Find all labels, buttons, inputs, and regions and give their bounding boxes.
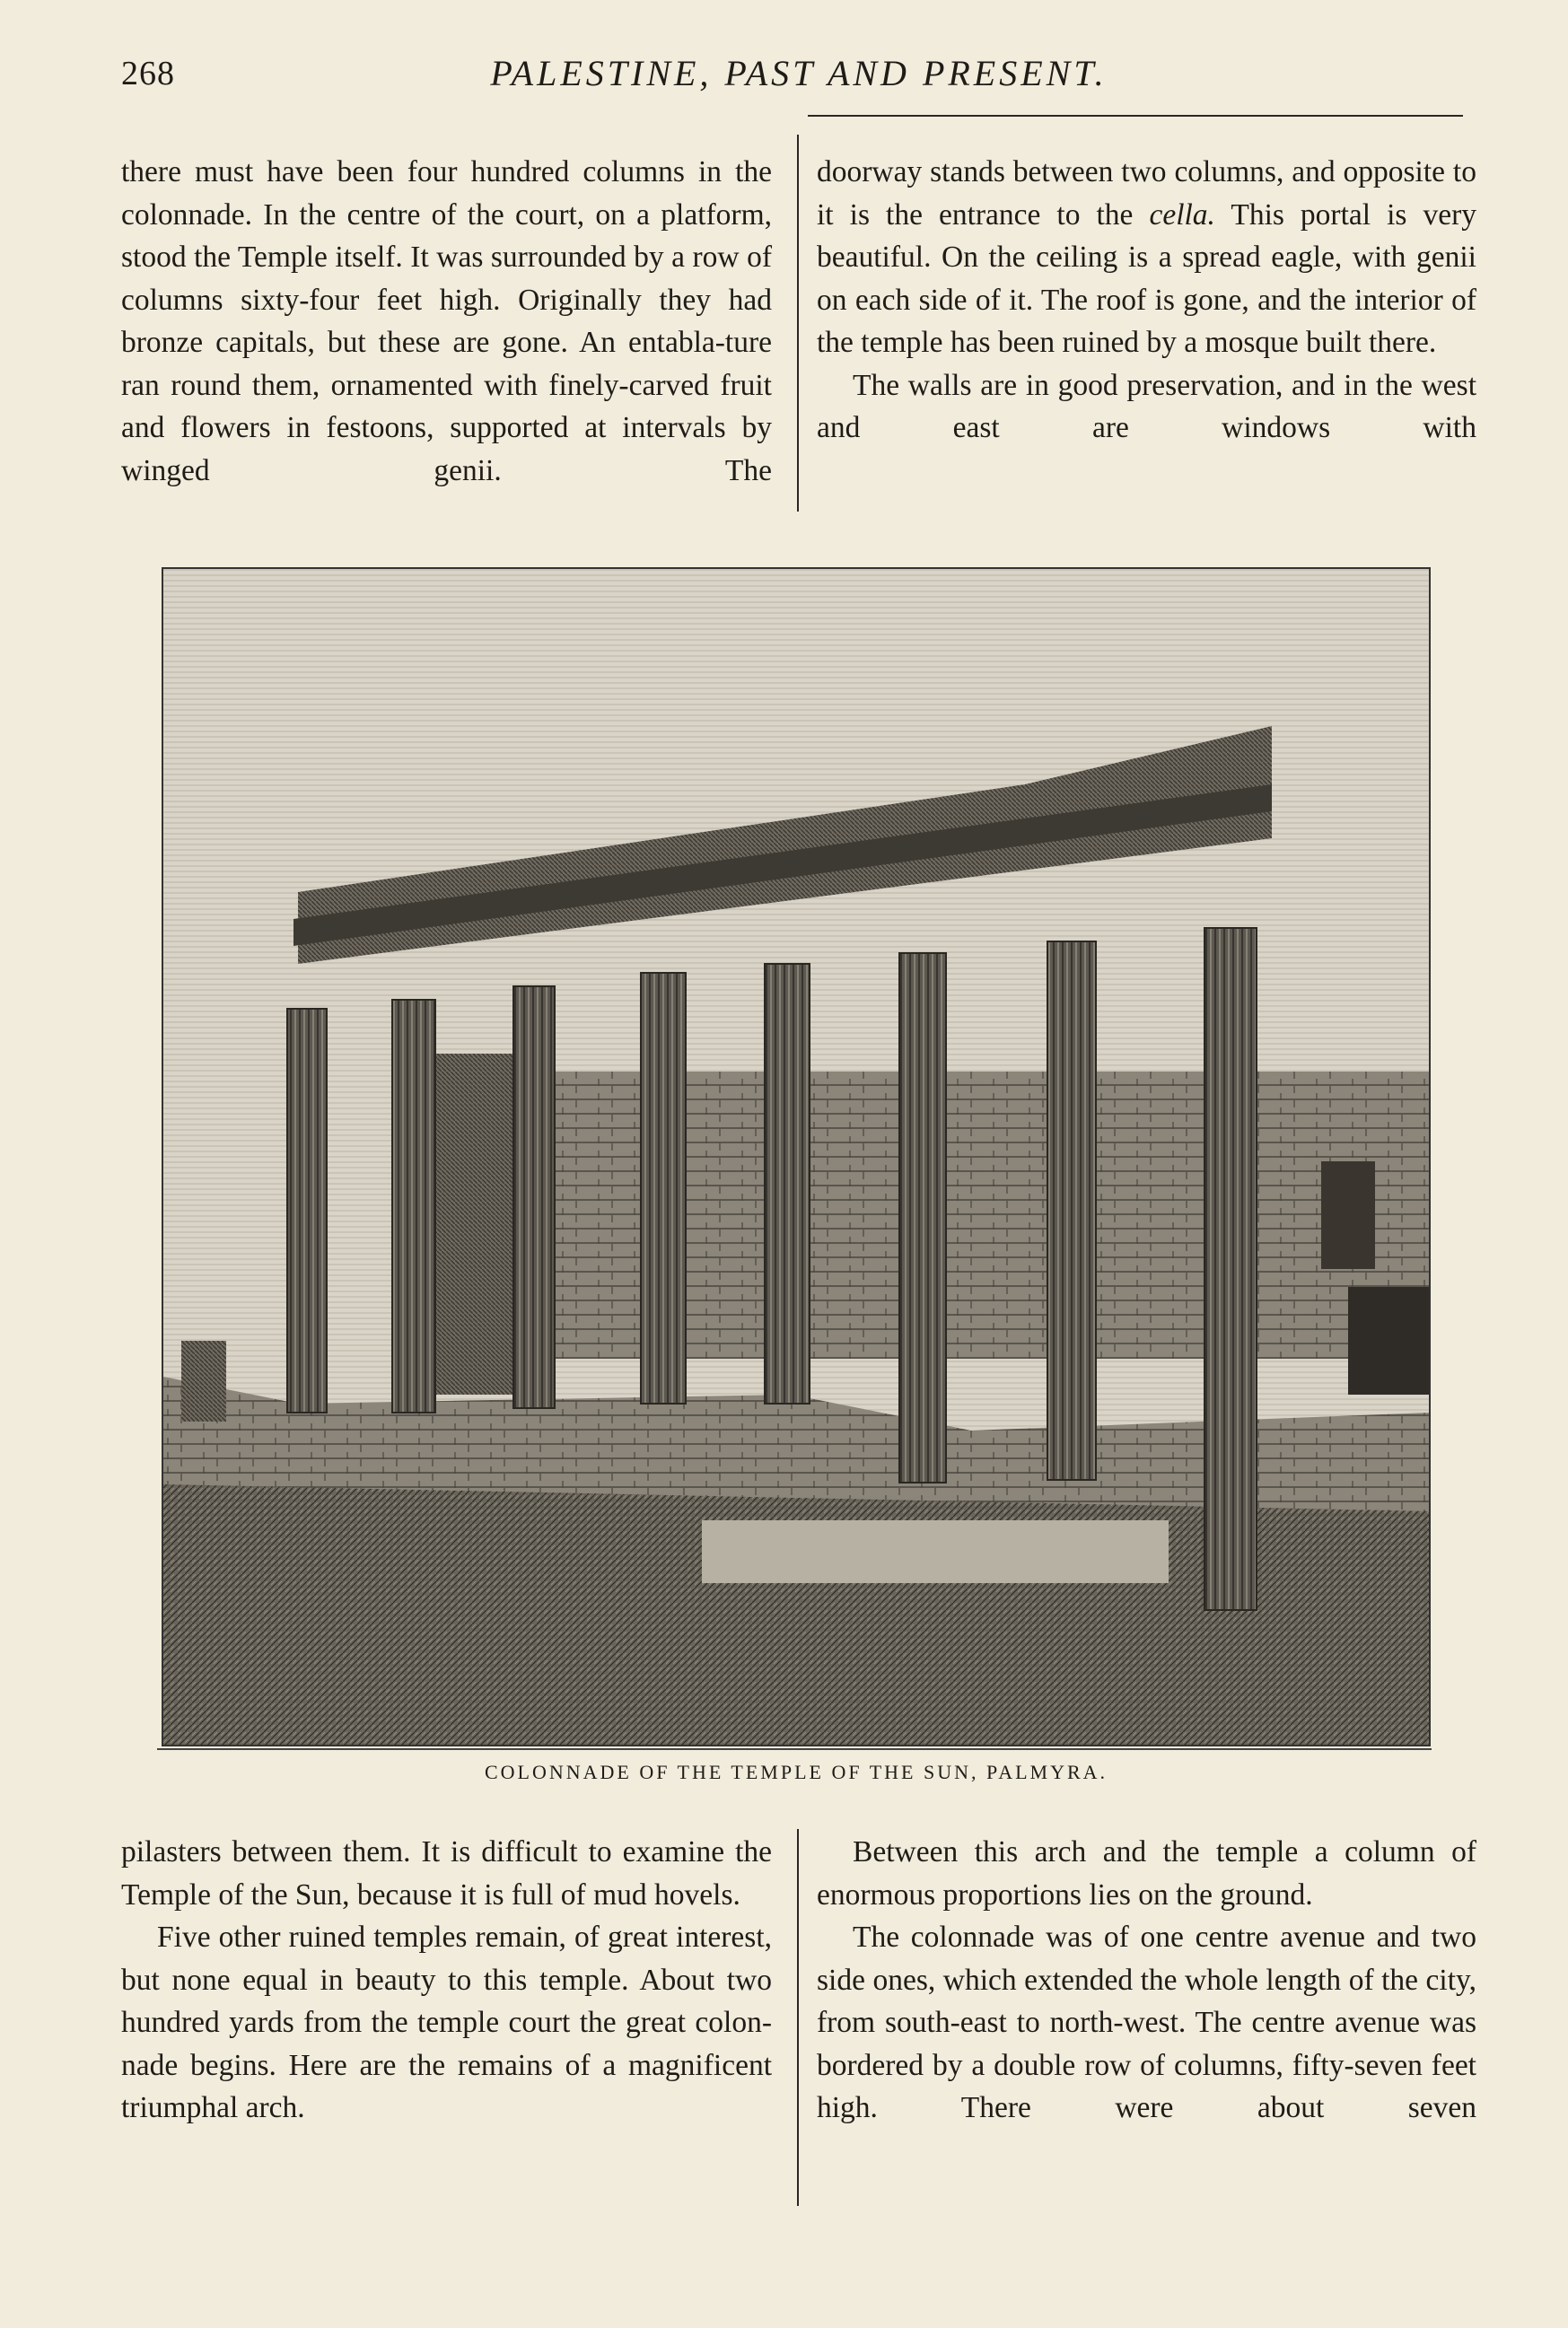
paragraph: The walls are in good preservation, and in the west and east are windows with xyxy=(817,368,1476,444)
temple-colonnade-engraving xyxy=(163,569,1429,1745)
text-column-bottom-left xyxy=(121,1831,772,2130)
text-run: doorway stands between two columns, and opposite to it is the entrance to the xyxy=(817,155,1476,232)
text-run: This portal is very beautiful. On the ceiling is a spread eagle, with genii on each side of it. The roof is gone, and the interior of the temple has been ruined by a mosque built there. xyxy=(817,197,1476,359)
running-title: PALESTINE, PAST AND PRESENT. xyxy=(490,53,1108,93)
paragraph: Between this arch and the temple a column of enormous proportions lies on the ground. xyxy=(817,1835,1476,1912)
page-number: 268 xyxy=(121,55,175,92)
column-divider-bottom xyxy=(797,1829,799,2206)
header-rule xyxy=(808,115,1463,117)
text-column-top-right xyxy=(817,151,1476,450)
text-column-bottom-right xyxy=(817,1831,1476,2130)
paragraph: Five other ruined temples remain, of great interest, but none equal in beauty to this temple. About two hundred yards from the temple court the great colon-nade begins. Here are the remains of a magnificent triumphal arch. xyxy=(121,1921,772,2124)
figure-rule xyxy=(157,1748,1432,1750)
italic-term: cella. xyxy=(1149,197,1215,232)
figure-caption: COLONNADE OF THE TEMPLE OF THE SUN, PALMYRA. xyxy=(484,1761,1108,1783)
paragraph: there must have been four hundred columns in the colonnade. In the centre of the court, on a platform, stood the Temple itself. It was surrounded by a row of columns sixty-four feet high. Originally they had bronze capitals, but these are gone. An entabla-ture ran round them, ornamented with finely-carved fruit and flowers in festoons, supported at intervals by winged genii. The xyxy=(121,155,772,487)
paragraph: The colonnade was of one centre avenue and two side ones, which extended the whole length of the city, from south-east to north-west. The centre avenue was bordered by a double row of columns, fifty-seven feet high. There were about seven xyxy=(817,1921,1476,2124)
engraving-illustration xyxy=(162,567,1431,1746)
text-column-top-left xyxy=(121,151,772,492)
paragraph: pilasters between them. It is difficult to examine the Temple of the Sun, because it is full of mud hovels. xyxy=(121,1835,772,1912)
column-divider-top xyxy=(797,135,799,512)
paragraph xyxy=(817,151,1476,364)
